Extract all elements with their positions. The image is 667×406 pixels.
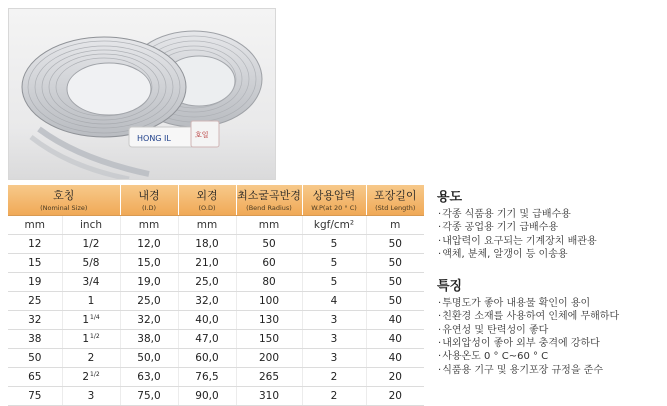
cell-value: 50 <box>262 238 276 250</box>
unit-cell: m <box>366 216 424 235</box>
cell-od <box>178 273 236 292</box>
cell-value: 50 <box>388 295 402 307</box>
cell-value: 15,0 <box>137 257 161 269</box>
cell-value: 4 <box>330 295 338 307</box>
cell-od <box>178 349 236 368</box>
cell-value: 2 <box>330 390 338 402</box>
cell-id <box>120 387 178 406</box>
table-row <box>8 330 424 349</box>
cell-value: 76,5 <box>195 371 219 383</box>
cell-value: 3 <box>330 333 338 345</box>
cell-value: 12 <box>28 238 42 250</box>
cell-value: 50,0 <box>137 352 161 364</box>
list-item: · 각종 공업용 기기 급배수용 <box>437 221 663 234</box>
cell-value: 1/2 <box>82 238 100 250</box>
cell-value: 75 <box>28 390 42 402</box>
table-row <box>8 273 424 292</box>
list-item: · 내압력이 요구되는 기계장치 배관용 <box>437 235 663 248</box>
label-text: 호일 <box>195 131 209 139</box>
cell-value: 50 <box>28 352 42 364</box>
units-row <box>8 216 424 235</box>
cell-wp <box>302 311 366 330</box>
list-item: · 사용온도 0 ° C~60 ° C <box>437 350 663 363</box>
cell-od <box>178 235 236 254</box>
cell-len <box>366 311 424 330</box>
cell-bend <box>236 311 302 330</box>
cell-mm <box>8 273 62 292</box>
table-row <box>8 311 424 330</box>
cell-value: 21,0 <box>195 257 219 269</box>
column-header-label: 외경 <box>196 189 218 202</box>
list-item: · 친환경 소재를 사용하여 인체에 무해하다 <box>437 310 663 323</box>
column-header-label: 상용압력 <box>312 189 356 202</box>
uses-title: 용도 <box>437 190 463 205</box>
cell-len <box>366 235 424 254</box>
column-header-label: 최소굴곡반경 <box>237 189 301 202</box>
cell-id <box>120 254 178 273</box>
unit-cell: mm <box>120 216 178 235</box>
cell-value: 2 <box>87 352 95 364</box>
cell-inch <box>62 235 120 254</box>
cell-value: 265 <box>258 371 280 383</box>
cell-bend <box>236 349 302 368</box>
column-header <box>120 185 178 216</box>
cell-len <box>366 349 424 368</box>
product-photo <box>8 8 276 180</box>
cell-bend <box>236 235 302 254</box>
spec-table <box>8 185 424 406</box>
cell-value: 63,0 <box>137 371 161 383</box>
cell-value: 50 <box>388 257 402 269</box>
cell-value: 50 <box>388 238 402 250</box>
cell-inch <box>62 330 120 349</box>
column-header-sublabel: W.P(at 20 ° C) <box>311 204 357 212</box>
cell-value: 3 <box>330 314 338 326</box>
cell-mm <box>8 254 62 273</box>
cell-wp <box>302 330 366 349</box>
column-header-sublabel: (Nominal Size) <box>40 204 88 212</box>
column-header <box>366 185 424 216</box>
cell-value: 40 <box>388 314 402 326</box>
cell-value: 40,0 <box>195 314 219 326</box>
cell-value: 32 <box>28 314 42 326</box>
table-row <box>8 292 424 311</box>
cell-bend <box>236 330 302 349</box>
cell-value: 90,0 <box>195 390 219 402</box>
cell-bend <box>236 387 302 406</box>
list-item: · 각종 식품용 기기 및 급배수용 <box>437 208 663 221</box>
table-row <box>8 387 424 406</box>
cell-value: 32,0 <box>195 295 219 307</box>
cell-od <box>178 292 236 311</box>
cell-value: 310 <box>258 390 280 402</box>
table-header-row <box>8 185 424 216</box>
cell-value: 38 <box>28 333 42 345</box>
unit-cell: mm <box>178 216 236 235</box>
cell-mm <box>8 292 62 311</box>
cell-value: 3 <box>87 390 95 402</box>
cell-mm <box>8 368 62 387</box>
table-body <box>8 216 424 406</box>
cell-len <box>366 387 424 406</box>
cell-mm <box>8 349 62 368</box>
cell-id <box>120 368 178 387</box>
cell-inch <box>62 254 120 273</box>
cell-inch <box>62 273 120 292</box>
cell-bend <box>236 292 302 311</box>
column-header-sublabel: (Bend Radius) <box>246 204 292 212</box>
list-item: · 식품용 기구 및 용기포장 규정을 준수 <box>437 364 663 377</box>
inch-fraction: 1/2 <box>90 371 100 378</box>
list-item: · 액체, 분체, 알갱이 등 이송용 <box>437 248 663 261</box>
cell-id <box>120 330 178 349</box>
cell-od <box>178 330 236 349</box>
cell-inch <box>62 368 120 387</box>
cell-inch <box>62 292 120 311</box>
uses-list <box>437 208 663 261</box>
brand-text: HONG IL <box>137 134 171 143</box>
inch-fraction: 1/4 <box>90 314 100 321</box>
cell-value: 20 <box>388 371 402 383</box>
cell-value: 5/8 <box>82 257 100 269</box>
cell-len <box>366 254 424 273</box>
cell-od <box>178 368 236 387</box>
column-header <box>302 185 366 216</box>
cell-inch <box>62 349 120 368</box>
unit-cell: mm <box>236 216 302 235</box>
cell-id <box>120 235 178 254</box>
cell-value: 32,0 <box>137 314 161 326</box>
cell-len <box>366 368 424 387</box>
table-row <box>8 368 424 387</box>
cell-value: 60 <box>262 257 276 269</box>
cell-wp <box>302 387 366 406</box>
cell-value: 150 <box>258 333 280 345</box>
cell-value: 3 <box>330 352 338 364</box>
cell-value: 60,0 <box>195 352 219 364</box>
cell-inch <box>62 387 120 406</box>
cell-od <box>178 311 236 330</box>
features-title: 특징 <box>437 279 463 295</box>
cell-mm <box>8 311 62 330</box>
table-row <box>8 349 424 368</box>
column-header <box>236 185 302 216</box>
cell-value: 47,0 <box>195 333 219 345</box>
column-header <box>178 185 236 216</box>
cell-value: 200 <box>258 352 280 364</box>
cell-mm <box>8 235 62 254</box>
cell-value: 25,0 <box>195 276 219 288</box>
column-header-sublabel: (O.D) <box>198 204 216 212</box>
cell-value: 5 <box>330 276 338 288</box>
column-header-label: 호칭 <box>53 189 75 202</box>
column-header <box>8 185 120 216</box>
column-header-sublabel: (Std Length) <box>375 204 416 212</box>
table-row <box>8 235 424 254</box>
column-header-sublabel: (I.D) <box>141 204 157 212</box>
cell-wp <box>302 273 366 292</box>
unit-cell: kgf/cm² <box>302 216 366 235</box>
cell-value: 19 <box>28 276 42 288</box>
cell-bend <box>236 254 302 273</box>
cell-value: 5 <box>330 257 338 269</box>
cell-id <box>120 311 178 330</box>
cell-value: 18,0 <box>195 238 219 250</box>
cell-mm <box>8 330 62 349</box>
cell-wp <box>302 254 366 273</box>
cell-value: 25,0 <box>137 295 161 307</box>
list-item: · 투명도가 좋아 내용물 확인이 용이 <box>437 297 663 310</box>
cell-wp <box>302 368 366 387</box>
cell-value: 40 <box>388 352 402 364</box>
column-header-label: 포장길이 <box>373 189 417 202</box>
cell-value: 3/4 <box>82 276 100 288</box>
cell-value: 100 <box>258 295 280 307</box>
cell-bend <box>236 368 302 387</box>
cell-value: 1 <box>82 314 90 326</box>
cell-len <box>366 273 424 292</box>
cell-wp <box>302 292 366 311</box>
cell-value: 19,0 <box>137 276 161 288</box>
cell-id <box>120 273 178 292</box>
cell-value: 80 <box>262 276 276 288</box>
cell-wp <box>302 349 366 368</box>
cell-value: 15 <box>28 257 42 269</box>
hose-coil-image <box>9 9 275 179</box>
column-header-label: 내경 <box>138 189 160 202</box>
cell-value: 38,0 <box>137 333 161 345</box>
cell-wp <box>302 235 366 254</box>
cell-id <box>120 349 178 368</box>
cell-id <box>120 292 178 311</box>
inch-fraction: 1/2 <box>90 333 100 340</box>
cell-len <box>366 292 424 311</box>
cell-value: 2 <box>330 371 338 383</box>
cell-value: 25 <box>28 295 42 307</box>
table-row <box>8 254 424 273</box>
unit-cell: mm <box>8 216 62 235</box>
cell-value: 12,0 <box>137 238 161 250</box>
cell-len <box>366 330 424 349</box>
cell-value: 65 <box>28 371 42 383</box>
cell-inch <box>62 311 120 330</box>
cell-mm <box>8 387 62 406</box>
cell-od <box>178 254 236 273</box>
cell-value: 50 <box>388 276 402 288</box>
cell-value: 1 <box>87 295 95 307</box>
features-list <box>437 297 663 377</box>
cell-od <box>178 387 236 406</box>
info-panel <box>437 186 663 377</box>
unit-cell: inch <box>62 216 120 235</box>
cell-value: 1 <box>82 333 90 345</box>
cell-bend <box>236 273 302 292</box>
cell-value: 40 <box>388 333 402 345</box>
cell-value: 5 <box>330 238 338 250</box>
cell-value: 2 <box>82 371 90 383</box>
cell-value: 20 <box>388 390 402 402</box>
cell-value: 75,0 <box>137 390 161 402</box>
list-item: · 유연성 및 탄력성이 좋다 <box>437 324 663 337</box>
cell-value: 130 <box>258 314 280 326</box>
list-item: · 내외압성이 좋아 외부 충격에 강하다 <box>437 337 663 350</box>
